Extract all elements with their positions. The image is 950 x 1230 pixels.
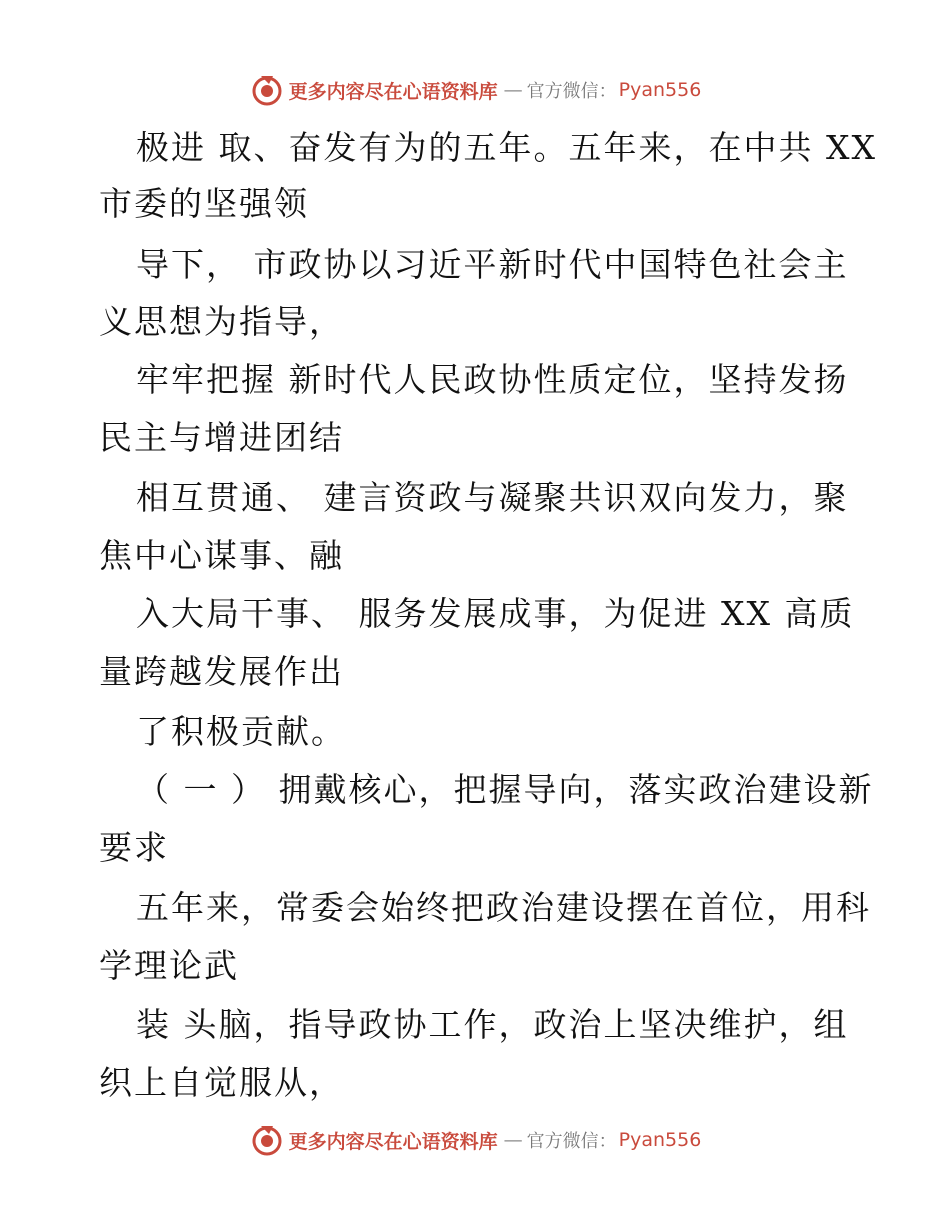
header-watermark [0, 70, 950, 110]
text-line: 市委的坚强领 [99, 184, 309, 223]
watermark-title: 更多内容尽在心语资料库 [288, 1130, 498, 1153]
text-line: 织上自觉服从， [99, 1063, 344, 1102]
watermark-title: 更多内容尽在心语资料库 [288, 80, 498, 103]
text-line: 义思想为指导， [99, 302, 344, 341]
text-line: 民主与增进团结 [99, 418, 344, 457]
section-heading: （ 一 ） 拥戴核心，把握导向，落实政治建设新 [136, 770, 874, 809]
text-line: 相互贯通、 建言资政与凝聚共识双向发力，聚 [136, 478, 849, 517]
text-line: 五年来，常委会始终把政治建设摆在首位，用科 [136, 888, 871, 927]
footer-watermark [0, 1120, 950, 1160]
text-line: 焦中心谋事、融 [99, 536, 344, 575]
text-line: 量跨越发展作出 [99, 652, 344, 691]
text-line: 牢牢把握 新时代人民政协性质定位，坚持发扬 [136, 360, 849, 399]
watermark-account: Pyan556 [618, 79, 702, 101]
watermark-separator: — [503, 79, 523, 101]
text-line: 装 头脑，指导政协工作，政治上坚决维护，组 [136, 1005, 849, 1044]
text-line: 极进 取、奋发有为的五年。五年来，在中共 XX [136, 128, 877, 167]
watermark-label: 官方微信： [526, 1131, 617, 1152]
watermark-label: 官方微信： [526, 81, 617, 102]
text-line: 了积极贡献。 [136, 712, 346, 751]
watermark-separator: — [503, 1129, 523, 1151]
text-line: 入大局干事、 服务发展成事，为促进 XX 高质 [136, 594, 855, 633]
logo-icon [249, 1122, 285, 1158]
text-line: 导下， 市政协以习近平新时代中国特色社会主 [136, 245, 849, 284]
watermark-account: Pyan556 [618, 1129, 702, 1151]
section-heading-cont: 要求 [99, 828, 169, 867]
logo-icon [249, 72, 285, 108]
text-line: 学理论武 [99, 946, 239, 985]
